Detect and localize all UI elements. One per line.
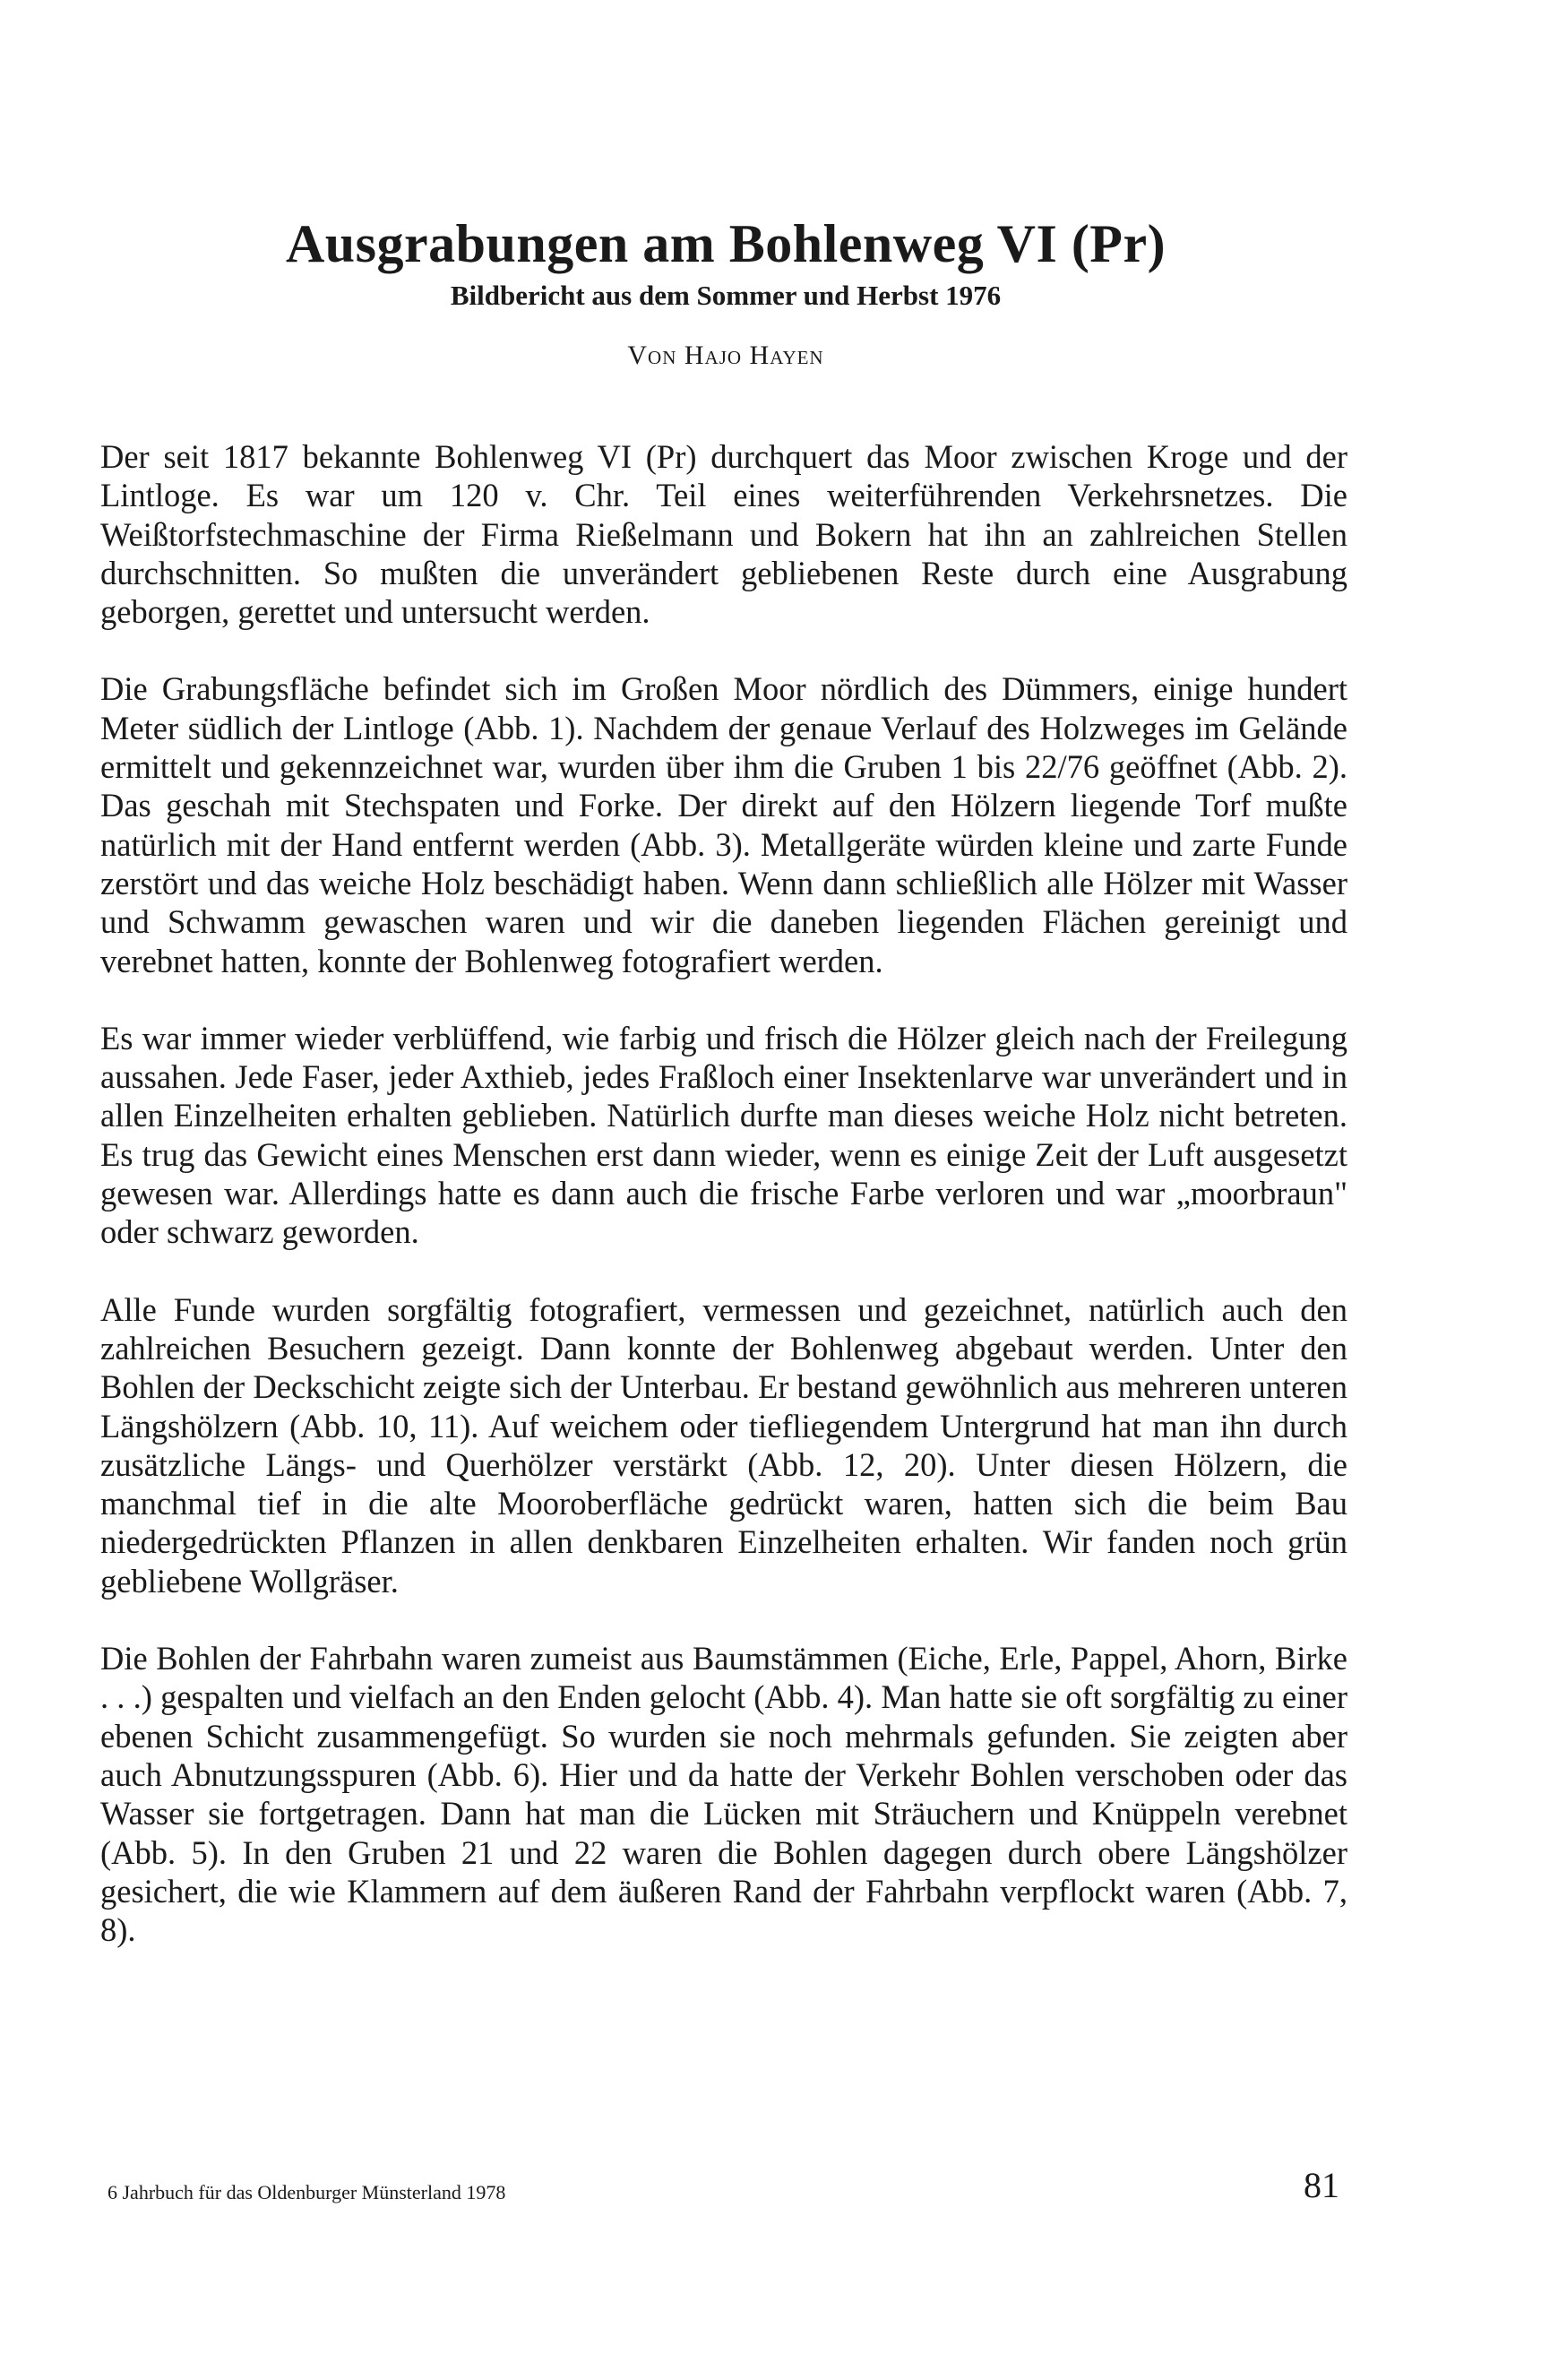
- paragraph-5: Die Bohlen der Fahrbahn waren zumeist aus Baumstämmen (Eiche, Erle, Pappel, Ahorn, Birke . . .) gespalten und vielfach an den Enden gelocht (Abb. 4). Man hatte sie oft sorgfältig zu einer ebenen Schicht zusammengefügt. So wurden sie noch mehrmals gefunden. Sie zeigten aber auch Abnutzungsspuren (Abb. 6). Hier und da hatte der Verkehr Bohlen verschoben oder das Wasser sie fortgetragen. Dann hat man die Lücken mit Sträuchern und Knüppeln verebnet (Abb. 5). In den Gruben 21 und 22 waren die Bohlen dagegen durch obere Längshölzer gesichert, die wie Klammern auf dem äußeren Rand der Fahrbahn verpflockt waren (Abb. 7, 8).: [100, 1640, 1347, 1949]
- article-title: Ausgrabungen am Bohlenweg VI (Pr): [285, 214, 1167, 273]
- article-subtitle: Bildbericht aus dem Sommer und Herbst 1976: [450, 280, 1002, 311]
- page-number: 81: [1304, 2165, 1339, 2205]
- footer-signature: 6 Jahrbuch für das Oldenburger Münsterland 1978: [108, 2181, 506, 2203]
- paragraph-2: Die Grabungsfläche befindet sich im Großen Moor nördlich des Dümmers, einige hundert Meter südlich der Lintloge (Abb. 1). Nachdem der genaue Verlauf des Holzweges im Gelände ermittelt und gekennzeichnet war, wurden über ihm die Gruben 1 bis 22/76 geöffnet (Abb. 2). Das geschah mit Stechspaten und Forke. Der direkt auf den Hölzern liegende Torf mußte natürlich mit der Hand entfernt werden (Abb. 3). Metallgeräte würden kleine und zarte Funde zerstört und das weiche Holz beschädigt haben. Wenn dann schließlich alle Hölzer mit Wasser und Schwamm gewaschen waren und wir die daneben liegenden Flächen gereinigt und verebnet hatten, konnte der Bohlenweg fotografiert werden.: [100, 670, 1347, 979]
- paragraph-3: Es war immer wieder verblüffend, wie farbig und frisch die Hölzer gleich nach der Freilegung aussahen. Jede Faser, jeder Axthieb, jedes Fraßloch einer Insektenlarve war unverändert und in allen Einzelheiten erhalten geblieben. Natürlich durfte man dieses weiche Holz nicht betreten. Es trug das Gewicht eines Menschen erst dann wieder, wenn es einige Zeit der Luft ausgesetzt gewesen war. Allerdings hatte es dann auch die frische Farbe verloren und war „moorbraun" oder schwarz geworden.: [100, 1019, 1347, 1251]
- article-body: [100, 437, 1347, 1988]
- paragraph-4: Alle Funde wurden sorgfältig fotografiert, vermessen und gezeichnet, natürlich auch den zahlreichen Besuchern gezeigt. Dann konnte der Bohlenweg abgebaut werden. Unter den Bohlen der Deckschicht zeigte sich der Unterbau. Er bestand gewöhnlich aus mehreren unteren Längshölzern (Abb. 10, 11). Auf weichem oder tiefliegendem Untergrund hat man ihn durch zusätzliche Längs- und Querhölzer verstärkt (Abb. 12, 20). Unter diesen Hölzern, die manchmal tief in die alte Mooroberfläche gedrückt waren, hatten sich die beim Bau niedergedrückten Pflanzen in allen denkbaren Einzelheiten erhalten. Wir fanden noch grün gebliebene Wollgräser.: [100, 1290, 1347, 1600]
- article-author: Von Hajo Hayen: [627, 341, 824, 370]
- paragraph-1: Der seit 1817 bekannte Bohlenweg VI (Pr) durchquert das Moor zwischen Kroge und der Lintloge. Es war um 120 v. Chr. Teil eines weiterführenden Verkehrsnetzes. Die Weißtorfstechmaschine der Firma Rießelmann und Bokern hat ihn an zahlreichen Stellen durchschnitten. So mußten die unverändert gebliebenen Reste durch eine Ausgrabung geborgen, gerettet und untersucht werden.: [100, 438, 1347, 631]
